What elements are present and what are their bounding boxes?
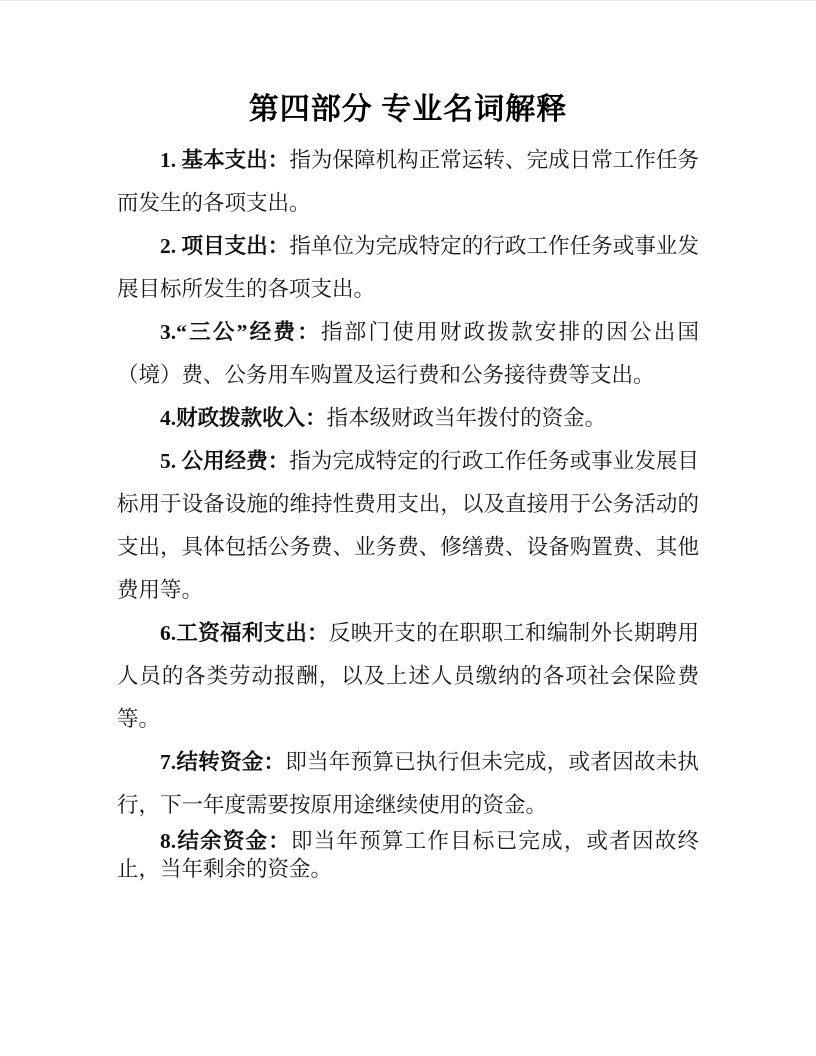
- definition-paragraph-fiscal-appropriation-income: [117, 397, 699, 440]
- term-definition: 即当年预算已执行但未完成，或者因故未执行，下一年度需要按原用途继续使用的资金。: [117, 750, 699, 817]
- definition-paragraph-public-funds: [117, 440, 699, 612]
- term-definition: 指为保障机构正常运转、完成日常工作任务而发生的各项支出。: [117, 148, 699, 215]
- term-definition: 指部门使用财政拨款安排的因公出国（境）费、公务用车购置及运行费和公务接待费等支出。: [117, 320, 699, 387]
- term-label: 8.结余资金：: [160, 829, 292, 853]
- term-label: 5. 公用经费：: [160, 449, 290, 473]
- page-title: 第四部分 专业名词解释: [248, 93, 568, 126]
- definition-paragraph-project-expenditure: [117, 225, 699, 311]
- term-definition: 指单位为完成特定的行政工作任务或事业发展目标所发生的各项支出。: [117, 234, 699, 301]
- term-label: 2. 项目支出：: [160, 234, 290, 258]
- term-definition: 即当年预算工作目标已完成，或者因故终止，当年剩余的资金。: [117, 829, 699, 881]
- term-label: 1. 基本支出：: [160, 148, 290, 172]
- definition-paragraph-surplus-funds: [117, 827, 699, 883]
- term-label: 3.“三公”经费：: [160, 320, 321, 344]
- definition-paragraph-wage-welfare-expenditure: [117, 612, 699, 741]
- definition-paragraph-carryover-funds: [117, 741, 699, 827]
- term-label: 4.财政拨款收入：: [160, 406, 327, 430]
- definition-paragraph-basic-expenditure: [117, 139, 699, 225]
- term-label: 7.结转资金：: [160, 750, 286, 774]
- term-label: 6.工资福利支出：: [160, 621, 329, 645]
- term-definition: 指本级财政当年拨付的资金。: [326, 406, 607, 430]
- term-definition: 反映开支的在职职工和编制外长期聘用人员的各类劳动报酬，以及上述人员缴纳的各项社会保险费等。: [117, 621, 699, 731]
- term-definition: 指为完成特定的行政工作任务或事业发展目标用于设备设施的维持性费用支出，以及直接用于公务活动的支出，具体包括公务费、业务费、修缮费、设备购置费、其他费用等。: [117, 449, 699, 602]
- definition-paragraph-three-public-funds: [117, 311, 699, 397]
